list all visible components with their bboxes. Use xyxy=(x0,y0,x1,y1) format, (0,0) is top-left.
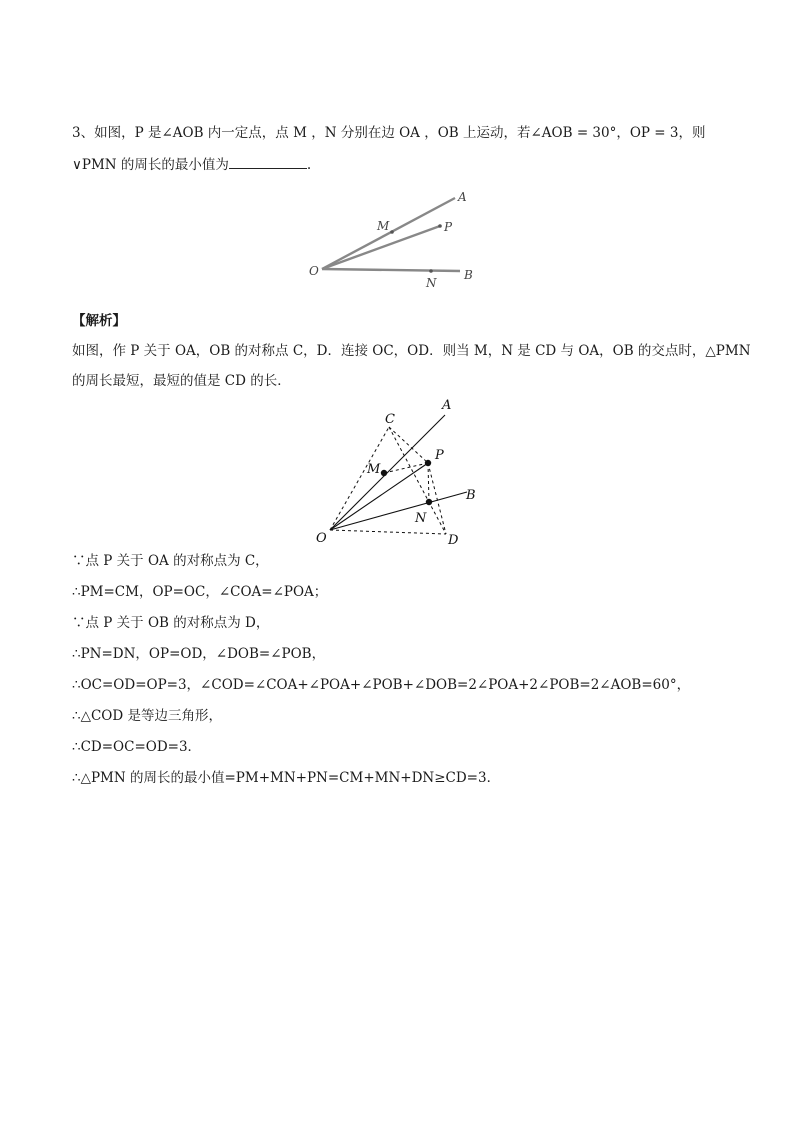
label-p: P xyxy=(435,448,444,463)
problem-line-1: 3、如图，P 是∠AOB 内一定点，点 M ，N 分别在边 OA ，OB 上运动，若∠AOB = 30°，OP = 3，则 xyxy=(72,125,706,141)
answer-blank[interactable] xyxy=(229,156,307,169)
problem-line-2 xyxy=(72,156,311,174)
solution-step-4: ∴PN=DN，OP=OD，∠DOB=∠POB， xyxy=(72,646,326,662)
segment-cp xyxy=(389,427,428,463)
point-p xyxy=(438,224,442,228)
solution-step-7: ∴CD=OC=OD=3． xyxy=(72,739,202,755)
label-m: M xyxy=(377,219,390,233)
point-p xyxy=(425,460,431,466)
label-a: A xyxy=(442,398,452,413)
point-m xyxy=(390,230,394,234)
point-n xyxy=(426,499,432,505)
label-m: M xyxy=(367,462,381,477)
label-b: B xyxy=(464,268,473,282)
segment-od xyxy=(330,530,446,534)
ray-oa xyxy=(322,198,455,269)
label-p: P xyxy=(444,220,453,234)
label-b: B xyxy=(466,488,476,503)
label-o: O xyxy=(316,531,327,546)
solution-step-1: ∵点 P 关于 OA 的对称点为 C， xyxy=(72,553,269,569)
label-a: A xyxy=(458,190,467,204)
segment-pn xyxy=(428,463,429,502)
label-n: N xyxy=(426,276,437,290)
figure-angle-aob xyxy=(300,185,500,290)
label-o: O xyxy=(309,264,319,278)
problem-line-2-suffix: . xyxy=(306,157,312,173)
problem-line-2-prefix: ∨PMN 的周长的最小值为 xyxy=(72,157,229,173)
ray-ob xyxy=(322,269,460,271)
solution-step-6: ∴△COD 是等边三角形， xyxy=(72,708,222,724)
solution-para-line-2: 的周长最短，最短的值是 CD 的长． xyxy=(72,373,291,389)
solution-heading: 【解析】 xyxy=(72,313,126,329)
label-c: C xyxy=(385,412,395,427)
figure-reflection xyxy=(305,395,490,550)
solution-step-3: ∵点 P 关于 OB 的对称点为 D， xyxy=(72,615,270,631)
point-m xyxy=(381,470,387,476)
ray-ob xyxy=(330,492,467,530)
segment-oc xyxy=(330,427,389,530)
solution-step-2: ∴PM=CM，OP=OC，∠COA=∠POA； xyxy=(72,584,328,600)
solution-para-line-1: 如图，作 P 关于 OA，OB 的对称点 C，D．连接 OC，OD．则当 M，N 是 CD 与 OA，OB 的交点时，△PMN xyxy=(72,343,751,359)
label-n: N xyxy=(415,511,427,526)
point-n xyxy=(429,269,433,273)
solution-step-5: ∴OC=OD=OP=3，∠COD=∠COA+∠POA+∠POB+∠DOB=2∠POA+2∠POB=2∠AOB=60°， xyxy=(72,677,691,693)
solution-step-8: ∴△PMN 的周长的最小值=PM+MN+PN=CM+MN+DN≥CD=3． xyxy=(72,770,501,786)
label-d: D xyxy=(448,533,459,548)
ray-oa xyxy=(330,415,445,530)
